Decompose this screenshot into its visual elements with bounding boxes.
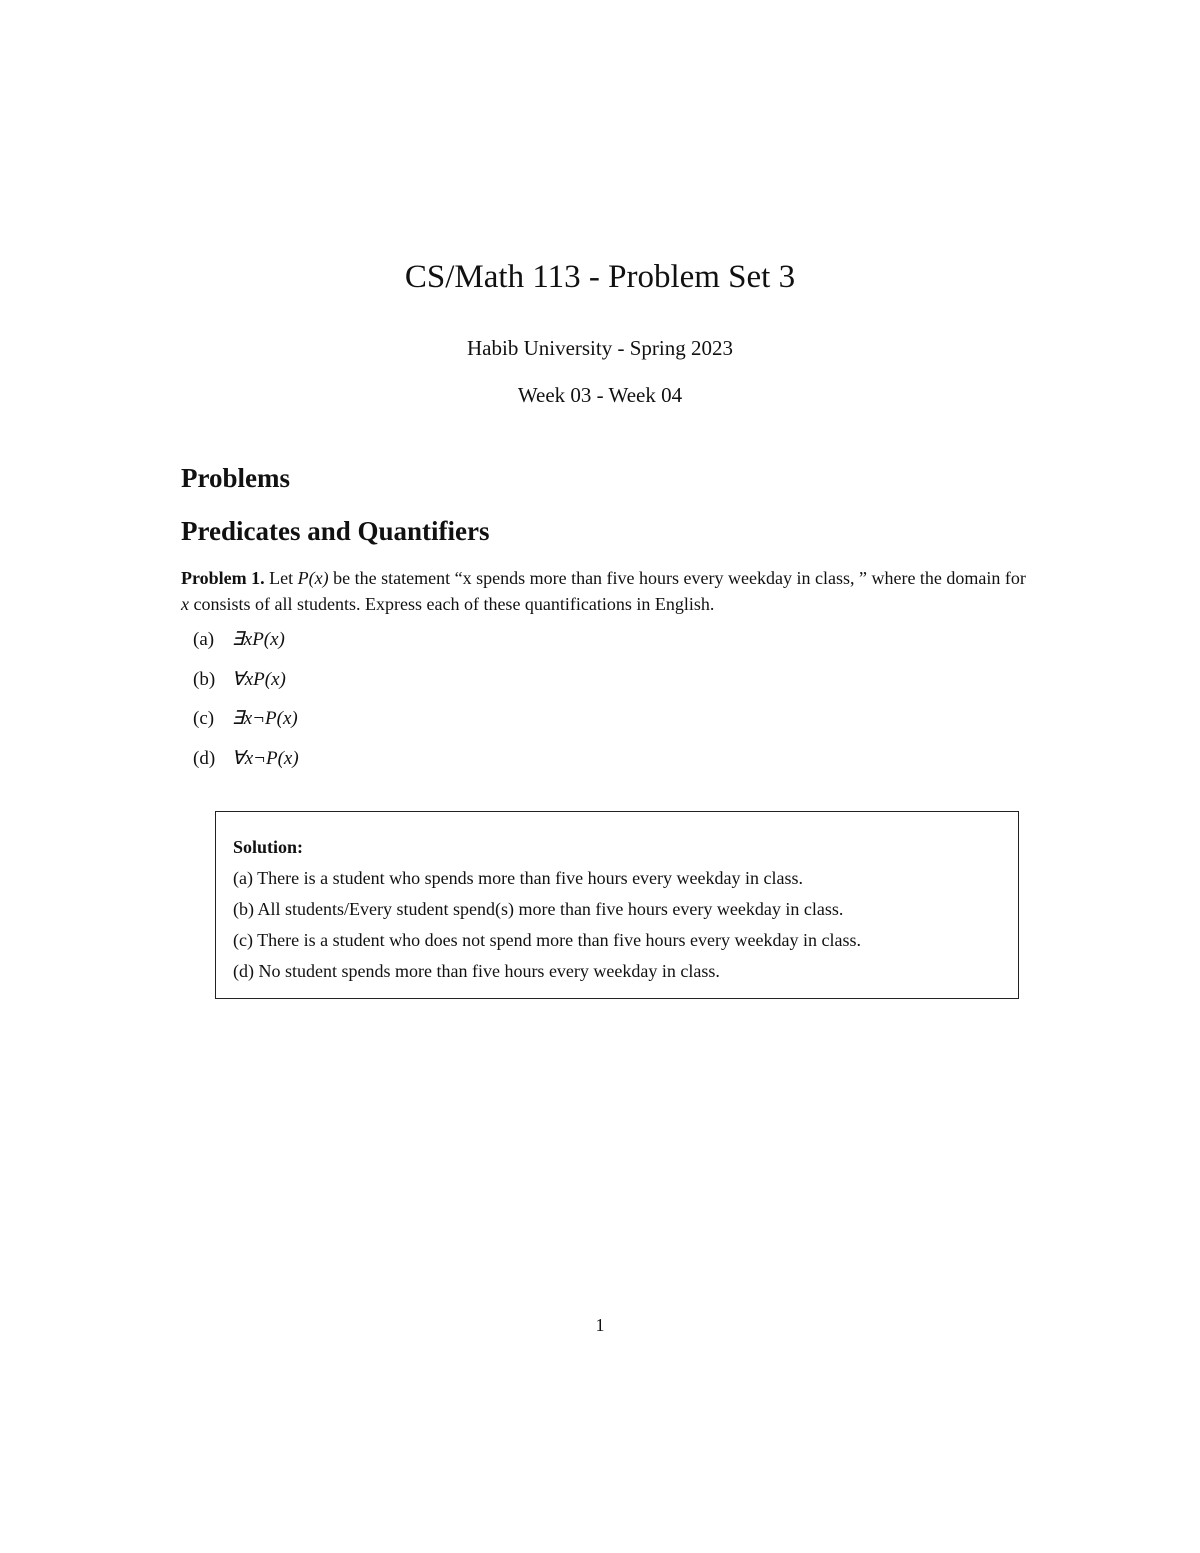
problem-part [193,705,299,745]
solution-line: (b) All students/Every student spend(s) more than five hours every weekday in class. [233,899,844,919]
problem-statement [181,565,1031,617]
institution-line: Habib University - Spring 2023 [467,336,733,360]
part-label: (a) [193,629,215,650]
part-expression: ∃xP(x) [231,629,285,650]
part-label: (c) [193,708,215,729]
problem-text-2: be the statement “x spends more than five hours every weekday in class, ” where the domain for [328,568,1026,588]
problem-variable: x [181,594,189,614]
section-heading-topic: Predicates and Quantifiers [181,516,490,546]
section-heading-problems: Problems [181,463,290,493]
document-title: CS/Math 113 - Problem Set 3 [404,259,796,295]
part-label: (b) [193,668,216,690]
problem-part [193,666,299,706]
problem-label: Problem 1. [181,568,265,588]
problem-text-3: consists of all students. Express each of these quantifications in English. [189,594,715,614]
solution-line: (c) There is a student who does not spend more than five hours every weekday in class. [233,930,861,950]
week-line: Week 03 - Week 04 [517,383,683,407]
problem-predicate: P(x) [297,568,329,588]
solution-content [233,834,861,989]
part-label: (d) [193,747,216,769]
problem-part [193,745,299,785]
problem-part [193,626,299,666]
solution-line: (d) No student spends more than five hours every weekday in class. [233,961,720,981]
part-expression: ∀xP(x) [231,668,286,690]
page-number: 1 [595,1315,605,1335]
part-expression: ∃x¬P(x) [231,708,298,729]
part-expression: ∀x¬P(x) [231,747,299,769]
problem-parts-list [193,626,299,784]
solution-box [215,811,1019,999]
solution-line: (a) There is a student who spends more than five hours every weekday in class. [233,868,803,888]
solution-title: Solution: [233,837,304,857]
problem-text-1: Let [269,568,298,588]
